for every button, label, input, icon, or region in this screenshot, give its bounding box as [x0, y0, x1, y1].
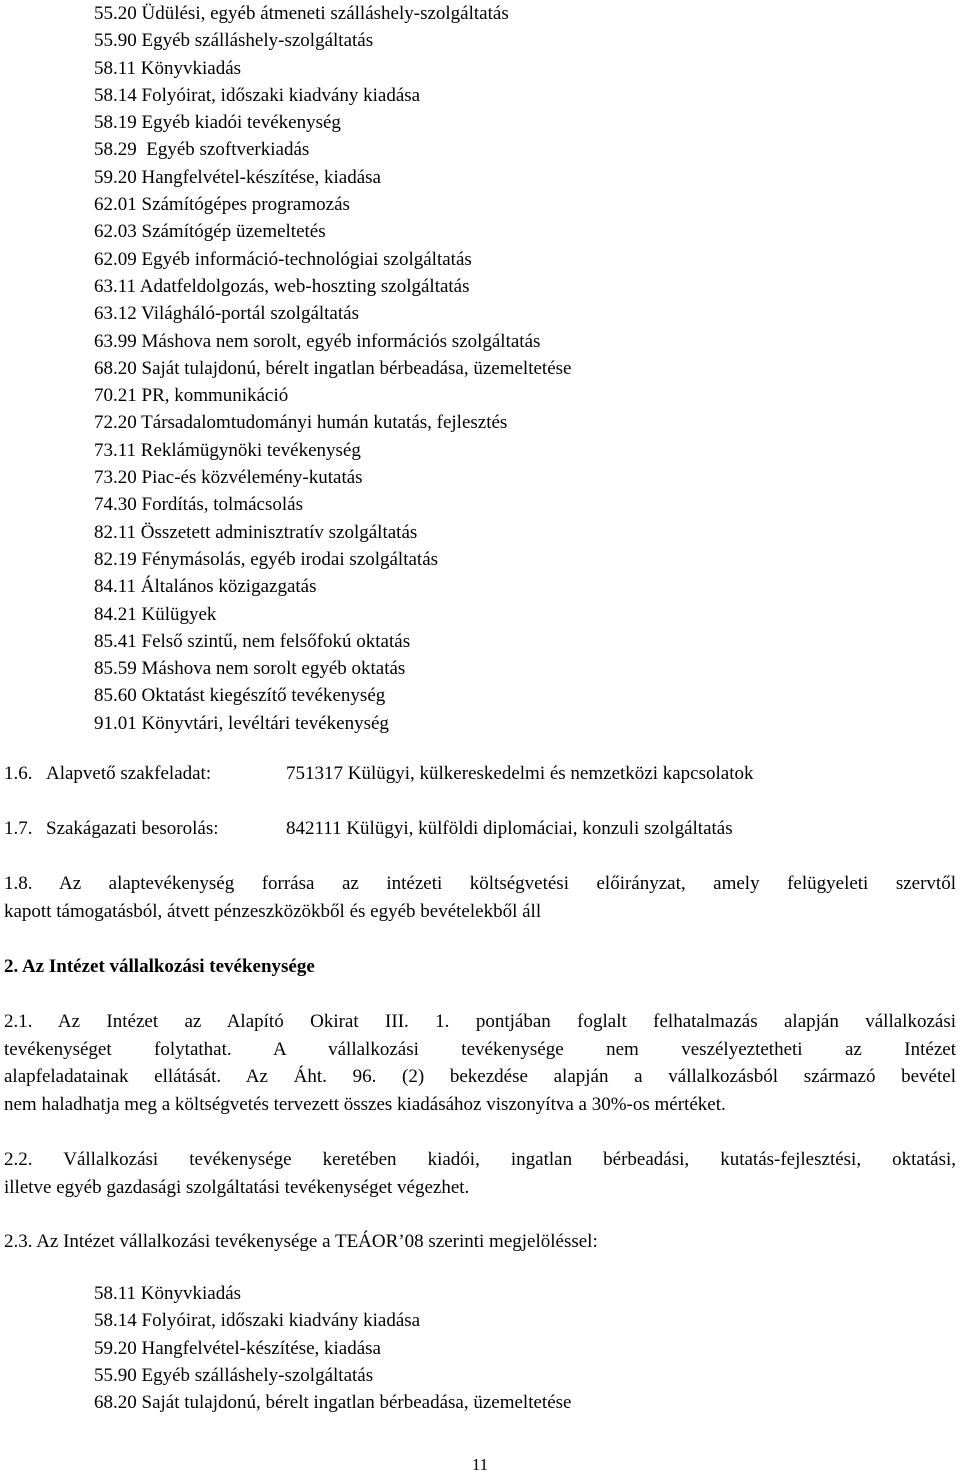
section-2-1: [4, 1008, 956, 1118]
paragraph-line: nem haladhatja meg a költségvetés tervezett összes kiadásához viszonyítva a 30%-os mértéket.: [4, 1093, 726, 1115]
field-label: Alapvető szakfeladat:: [46, 763, 212, 784]
paragraph-line: tevékenységet folytathat. A vállalkozási tevékenysége nem veszélyeztetheti az Intézet: [4, 1038, 956, 1060]
list-item: 55.90 Egyéb szálláshely-szolgáltatás: [94, 1364, 374, 1386]
section-number: 1.7.: [4, 818, 33, 839]
list-item: 74.30 Fordítás, tolmácsolás: [94, 494, 303, 516]
page-number: 11: [471, 1455, 489, 1474]
list-item: 73.20 Piac-és közvélemény-kutatás: [94, 467, 363, 489]
paragraph-line: alapfeladatainak ellátását. Az Áht. 96. (2) bekezdése alapján a vállalkozásból származó bevétel: [4, 1066, 956, 1088]
list-item: 58.29 Egyéb szoftverkiadás: [94, 139, 310, 161]
list-item: 70.21 PR, kommunikáció: [94, 385, 289, 407]
list-item: 85.60 Oktatást kiegészítő tevékenység: [94, 685, 386, 707]
list-item: 62.03 Számítógép üzemeltetés: [94, 221, 326, 243]
enterprise-activity-list: [94, 1280, 571, 1416]
list-item: 62.01 Számítógépes programozás: [94, 194, 350, 216]
paragraph-line: 2.2. Vállalkozási tevékenysége keretében kiadói, ingatlan bérbeadási, kutatás-fejlesztési, oktatási,: [4, 1149, 956, 1170]
list-item: 73.11 Reklámügynöki tevékenység: [94, 439, 361, 461]
section-heading: 2. Az Intézet vállalkozási tevékenysége: [4, 956, 315, 977]
section-2-3: 2.3. Az Intézet vállalkozási tevékenysége a TEÁOR’08 szerinti megjelöléssel:: [4, 1231, 598, 1252]
paragraph-line: illetve egyéb gazdasági szolgáltatási tevékenységet végezhet.: [4, 1176, 470, 1198]
list-item: 55.20 Üdülési, egyéb átmeneti szálláshely-szolgáltatás: [94, 3, 509, 24]
list-item: 91.01 Könyvtári, levéltári tevékenység: [94, 712, 389, 734]
list-item: 72.20 Társadalomtudományi humán kutatás, fejlesztés: [94, 412, 508, 434]
list-item: 59.20 Hangfelvétel-készítése, kiadása: [94, 166, 381, 188]
paragraph-line: 2.1. Az Intézet az Alapító Okirat III. 1. pontjában foglalt felhatalmazás alapján vállalkozási: [4, 1011, 956, 1032]
list-item: 85.41 Felső szintű, nem felsőfokú oktatás: [94, 630, 411, 652]
list-item: 63.99 Máshova nem sorolt, egyéb információs szolgáltatás: [94, 330, 541, 352]
list-item: 58.14 Folyóirat, időszaki kiadvány kiadása: [94, 84, 421, 106]
list-item: 63.12 Világháló-portál szolgáltatás: [94, 303, 359, 325]
list-item: 58.19 Egyéb kiadói tevékenység: [94, 112, 341, 134]
list-item: 68.20 Saját tulajdonú, bérelt ingatlan bérbeadása, üzemeltetése: [94, 1392, 572, 1414]
list-item: 68.20 Saját tulajdonú, bérelt ingatlan bérbeadása, üzemeltetése: [94, 357, 572, 379]
list-item: 84.21 Külügyek: [94, 603, 217, 625]
paragraph-line: 1.8. Az alaptevékenység forrása az intézeti költségvetési előirányzat, amely felügyeleti szervtől: [4, 873, 956, 894]
list-item: 58.11 Könyvkiadás: [94, 1283, 242, 1304]
section-2-2: [4, 1146, 956, 1201]
list-item: 63.11 Adatfeldolgozás, web-hoszting szolgáltatás: [94, 275, 470, 297]
teaor-activity-list: [94, 0, 571, 737]
field-value: 842111 Külügyi, külföldi diplomáciai, konzuli szolgáltatás: [286, 818, 733, 839]
paragraph-line: kapott támogatásból, átvett pénzeszközökből és egyéb bevételekből áll: [4, 900, 542, 922]
list-item: 58.14 Folyóirat, időszaki kiadvány kiadása: [94, 1310, 421, 1332]
section-1-7: [4, 815, 956, 843]
section-1-6: [4, 760, 956, 788]
list-item: 82.11 Összetett adminisztratív szolgáltatás: [94, 521, 418, 543]
list-item: 85.59 Máshova nem sorolt egyéb oktatás: [94, 658, 406, 680]
section-number: 1.6.: [4, 763, 33, 784]
list-item: 55.90 Egyéb szálláshely-szolgáltatás: [94, 30, 374, 52]
section-1-8: [4, 870, 956, 925]
list-item: 62.09 Egyéb információ-technológiai szolgáltatás: [94, 248, 472, 270]
list-item: 58.11 Könyvkiadás: [94, 57, 242, 79]
field-value: 751317 Külügyi, külkereskedelmi és nemzetközi kapcsolatok: [286, 763, 754, 784]
list-item: 59.20 Hangfelvétel-készítése, kiadása: [94, 1337, 381, 1359]
list-item: 84.11 Általános közigazgatás: [94, 576, 317, 598]
list-item: 82.19 Fénymásolás, egyéb irodai szolgáltatás: [94, 548, 439, 570]
field-label: Szakágazati besorolás:: [46, 818, 219, 839]
